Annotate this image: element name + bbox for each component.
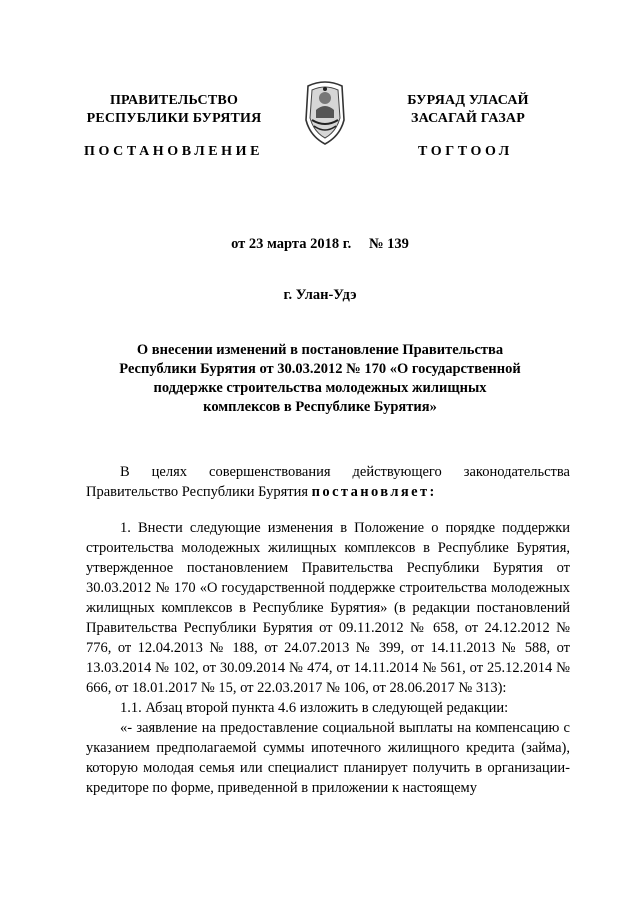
item-1-1-paragraph: 1.1. Абзац второй пункта 4.6 изложить в следующей редакции:	[120, 700, 509, 716]
header-left-block	[64, 92, 284, 128]
document-title	[100, 341, 540, 417]
date-line	[0, 236, 640, 253]
item-1-paragraph: 1. Внести следующие изменения в Положение о порядке поддержки строительства молодежных жилищных комплексов в Республике Бурятия, утвержденное постановлением Правительства Республики Бурятия от 30.03.2012 № 170 «О государственной поддержке строительства молодежных жилищных комплексов в Республике Бурятия» (в редакции постановлений Правительства Республики Бурятия от 09.11.2012 № 658, от 24.12.2012 № 776, от 12.04.2013 № 188, от 24.07.2013 № 399, от 14.11.2013 № 588, от 13.03.2014 № 102, от 30.09.2014 № 474, от 14.11.2014 № 561, от 25.12.2014 № 666, от 18.01.2017 № 15, от 22.03.2017 № 106, от 28.06.2017 № 313):	[86, 520, 570, 696]
title-line4: комплексов в Республике Бурятия»	[203, 399, 437, 415]
intro-text: В целях совершенствования действующего законодательства Правительство Республики Бурятия	[86, 464, 570, 500]
intro-paragraph	[86, 462, 570, 502]
title-line2: Республики Бурятия от 30.03.2012 № 170 «О государственной	[119, 361, 521, 377]
header-right-block	[358, 92, 578, 128]
doc-type-right: ТОГТООЛ	[418, 144, 513, 159]
header-left-line2: РЕСПУБЛИКИ БУРЯТИЯ	[86, 111, 262, 126]
title-line3: поддержке строительства молодежных жилищных	[153, 380, 487, 396]
doc-number: № 139	[368, 236, 409, 252]
title-line1: О внесении изменений в постановление Правительства	[136, 342, 504, 358]
city: г. Улан-Удэ	[283, 287, 357, 303]
doc-type-left: ПОСТАНОВЛЕНИЕ	[84, 144, 264, 159]
document-body	[86, 462, 570, 798]
header-right-line1: БУРЯАД УЛАСАЙ	[407, 93, 529, 108]
doc-date: от 23 марта 2018 г.	[231, 236, 352, 252]
decree-word: постановляет:	[311, 484, 437, 500]
coat-of-arms-icon	[300, 80, 350, 146]
header-right-line2: ЗАСАГАЙ ГАЗАР	[410, 111, 525, 126]
header-left-line1: ПРАВИТЕЛЬСТВО	[109, 93, 239, 108]
quote-paragraph: «- заявление на предоставление социальной выплаты на компенсацию с указанием предполагаемой суммы ипотечного жилищного кредита (займа), которую молодая семья или специалист планирует получить в организации-кредиторе по форме, приведенной в приложении к настоящему	[86, 720, 570, 796]
